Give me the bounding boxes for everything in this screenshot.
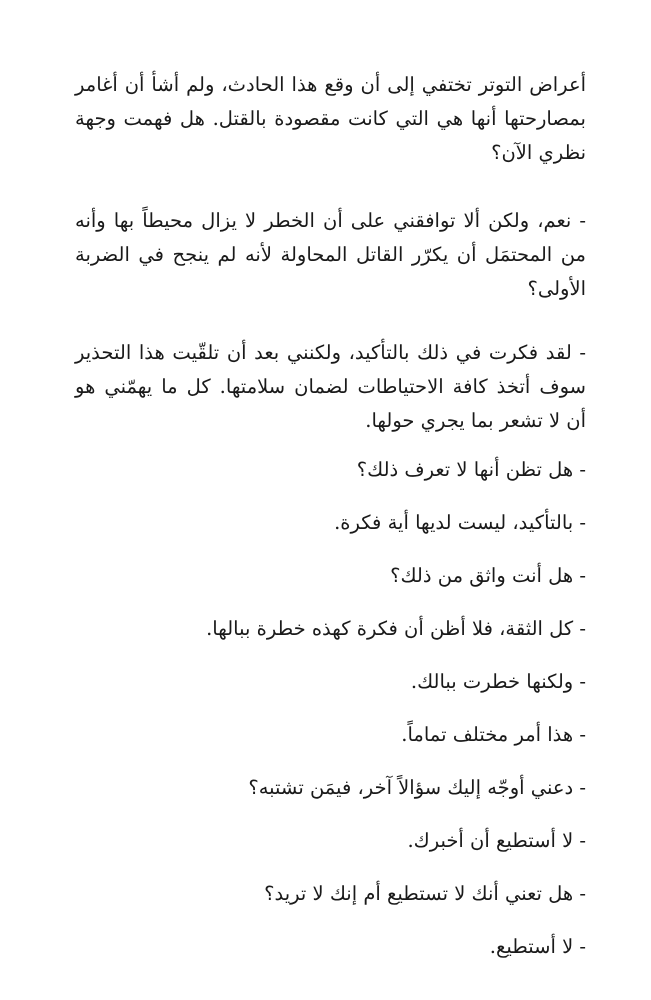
dialogue-line: - لا أستطيع أن أخبرك. <box>407 829 586 852</box>
dialogue-line: - هل تعني أنك لا تستطيع أم إنك لا تريد؟ <box>264 882 586 905</box>
dialogue-line: - هل أنت واثق من ذلك؟ <box>390 564 586 587</box>
paragraph: - نعم، ولكن ألا توافقني على أن الخطر لا يزال محيطاً بها وأنه من المحتمَل أن يكرّر القاتل المحاولة لأنه لم ينجح في الضربة الأولى؟ <box>75 209 586 300</box>
dialogue-line: - بالتأكيد، ليست لديها أية فكرة. <box>334 511 586 534</box>
dialogue-line: - هل تظن أنها لا تعرف ذلك؟ <box>356 458 586 481</box>
dialogue-line: - دعني أوجّه إليك سؤالاً آخر، فيمَن تشتبه؟ <box>248 776 586 799</box>
dialogue-line: - لا أستطيع. <box>489 935 586 958</box>
paragraph: - لقد فكرت في ذلك بالتأكيد، ولكنني بعد أن تلقّيت هذا التحذير سوف أتخذ كافة الاحتياطات لضمان سلامتها. كل ما يهمّني هو أن لا تشعر بما يجري حولها. <box>75 341 586 432</box>
dialogue-line: - هذا أمر مختلف تماماً. <box>401 723 586 746</box>
paragraph: أعراض التوتر تختفي إلى أن وقع هذا الحادث، ولم أشأ أن أغامر بمصارحتها أنها هي التي كانت مقصودة بالقتل. هل فهمت وجهة نظري الآن؟ <box>75 73 586 164</box>
dialogue-line: - كل الثقة، فلا أظن أن فكرة كهذه خطرة ببالها. <box>206 617 586 640</box>
dialogue-line: - ولكنها خطرت ببالك. <box>410 670 586 693</box>
